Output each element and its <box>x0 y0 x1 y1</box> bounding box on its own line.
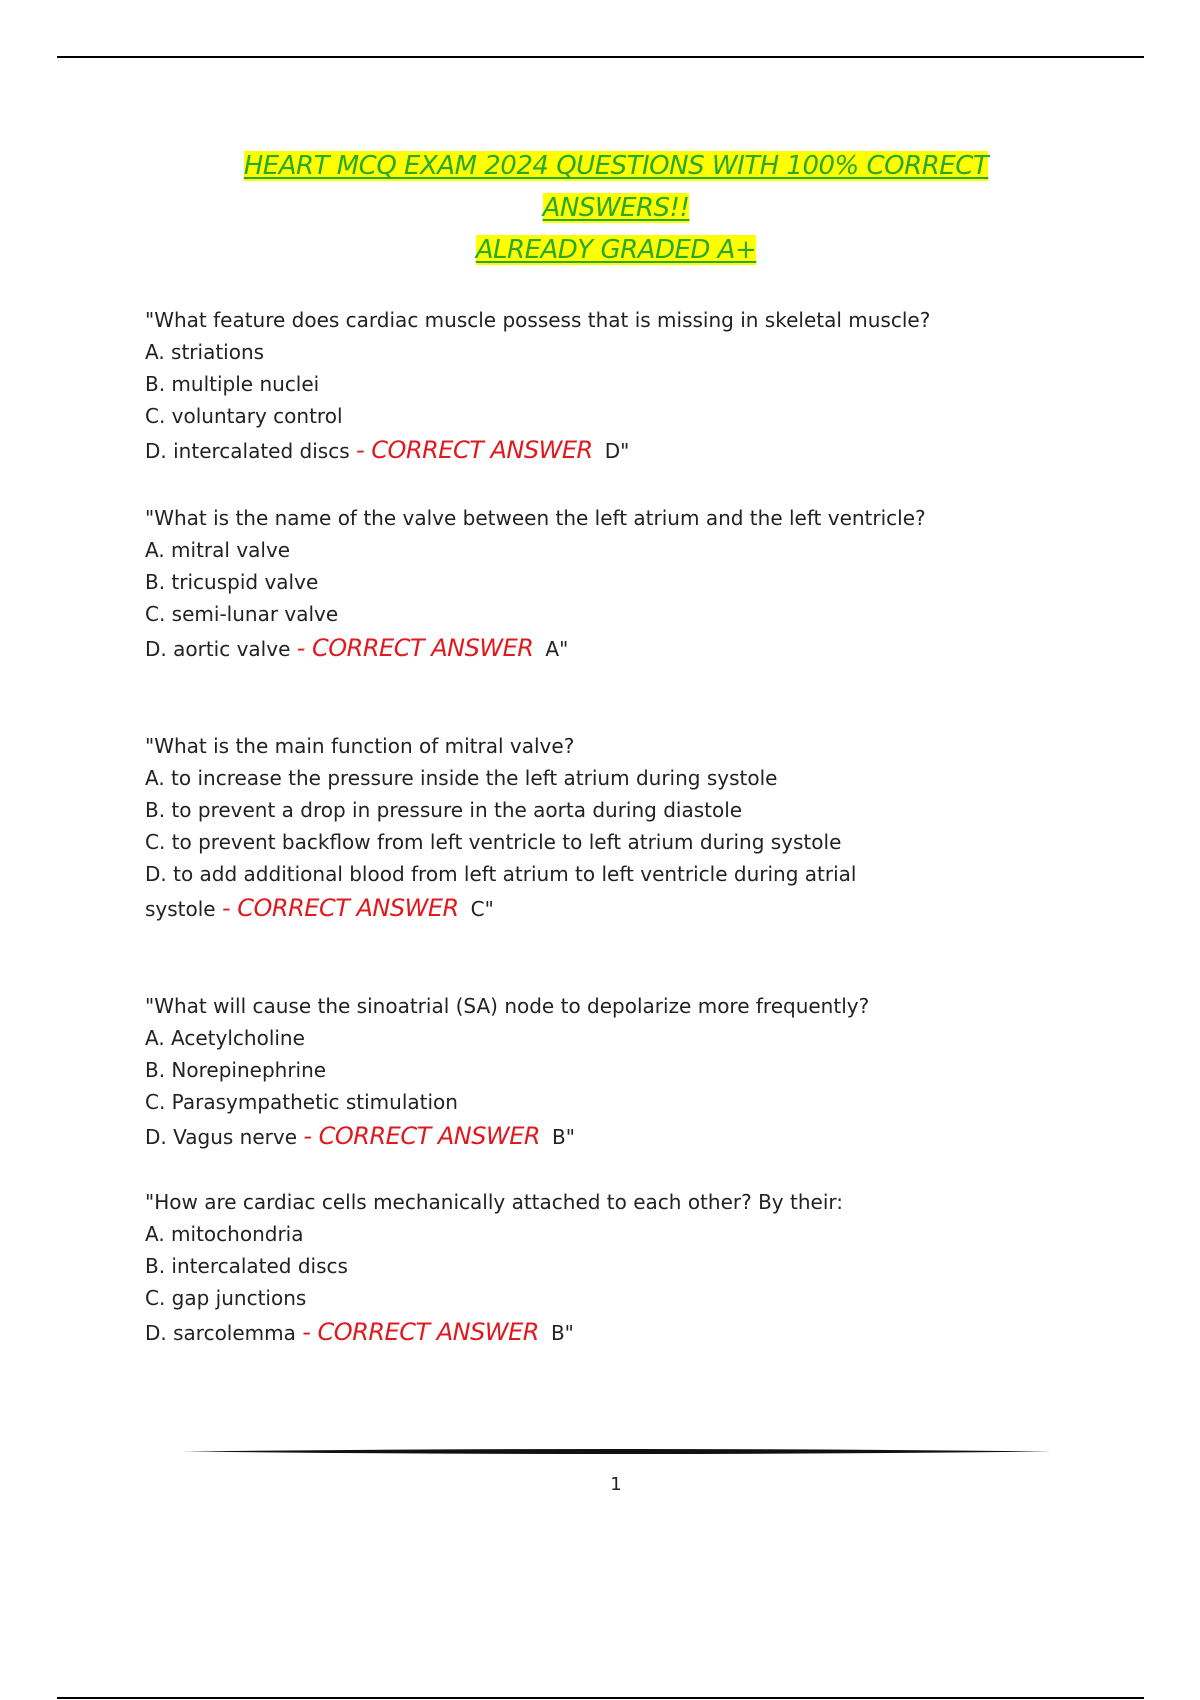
question-text: "What is the name of the valve between the left atrium and the left ventricle? <box>145 506 926 530</box>
option-b: B. intercalated discs <box>145 1254 348 1278</box>
question-text: "What feature does cardiac muscle possess that is missing in skeletal muscle? <box>145 308 931 332</box>
question-2 <box>145 502 1045 666</box>
page-number: 1 <box>610 1474 622 1495</box>
answer-letter: D" <box>604 439 630 463</box>
option-c: C. Parasympathetic stimulation <box>145 1090 458 1114</box>
correct-answer-marker: - CORRECT ANSWER <box>303 1122 541 1150</box>
option-a: A. Acetylcholine <box>145 1026 305 1050</box>
header-rule <box>57 56 1144 58</box>
option-d-with-answer <box>145 432 1045 468</box>
option-a: A. to increase the pressure inside the left atrium during systole <box>145 766 778 790</box>
question-3 <box>145 730 1045 927</box>
option-d: D. aortic valve <box>145 637 291 661</box>
answer-letter: A" <box>545 637 569 661</box>
option-d-with-answer <box>145 1314 1045 1350</box>
question-5 <box>145 1186 1045 1350</box>
option-d-continuation: systole <box>145 897 216 921</box>
option-d: D. to add additional blood from left atrium to left ventricle during atrial <box>145 862 857 886</box>
correct-answer-marker: - CORRECT ANSWER <box>296 634 534 662</box>
question-text: "What is the main function of mitral valve? <box>145 734 575 758</box>
option-b: B. multiple nuclei <box>145 372 320 396</box>
question-4 <box>145 990 1045 1154</box>
option-c: C. gap junctions <box>145 1286 307 1310</box>
option-b: B. Norepinephrine <box>145 1058 327 1082</box>
option-d-continuation-with-answer <box>145 890 1045 927</box>
option-d-with-answer <box>145 630 1045 666</box>
correct-answer-marker: - CORRECT ANSWER <box>221 894 459 922</box>
footer-divider <box>183 1448 1051 1455</box>
option-a: A. mitochondria <box>145 1222 304 1246</box>
option-c: C. to prevent backflow from left ventricle to left atrium during systole <box>145 830 842 854</box>
answer-letter: B" <box>550 1321 574 1345</box>
title-line-3: ALREADY GRADED A+ <box>475 235 757 265</box>
page-bottom-rule <box>57 1697 1144 1699</box>
option-d: D. sarcolemma <box>145 1321 296 1345</box>
option-b: B. tricuspid valve <box>145 570 319 594</box>
question-text: "How are cardiac cells mechanically attached to each other? By their: <box>145 1190 843 1214</box>
correct-answer-marker: - CORRECT ANSWER <box>356 436 593 464</box>
title-line-2: ANSWERS!! <box>542 193 690 223</box>
option-d: D. Vagus nerve <box>145 1125 297 1149</box>
option-a: A. striations <box>145 340 265 364</box>
question-text: "What will cause the sinoatrial (SA) node to depolarize more frequently? <box>145 994 870 1018</box>
answer-letter: C" <box>470 897 494 921</box>
option-b: B. to prevent a drop in pressure in the aorta during diastole <box>145 798 743 822</box>
option-c: C. semi-lunar valve <box>145 602 339 626</box>
option-a: A. mitral valve <box>145 538 291 562</box>
correct-answer-marker: - CORRECT ANSWER <box>302 1318 539 1346</box>
title-line-1: HEART MCQ EXAM 2024 QUESTIONS WITH 100% CORRECT <box>243 151 989 181</box>
answer-letter: B" <box>552 1125 575 1149</box>
option-d: D. intercalated discs <box>145 439 350 463</box>
document-title <box>0 145 1200 271</box>
option-c: C. voluntary control <box>145 404 343 428</box>
option-d-with-answer <box>145 1118 1045 1154</box>
question-1 <box>145 304 1045 468</box>
